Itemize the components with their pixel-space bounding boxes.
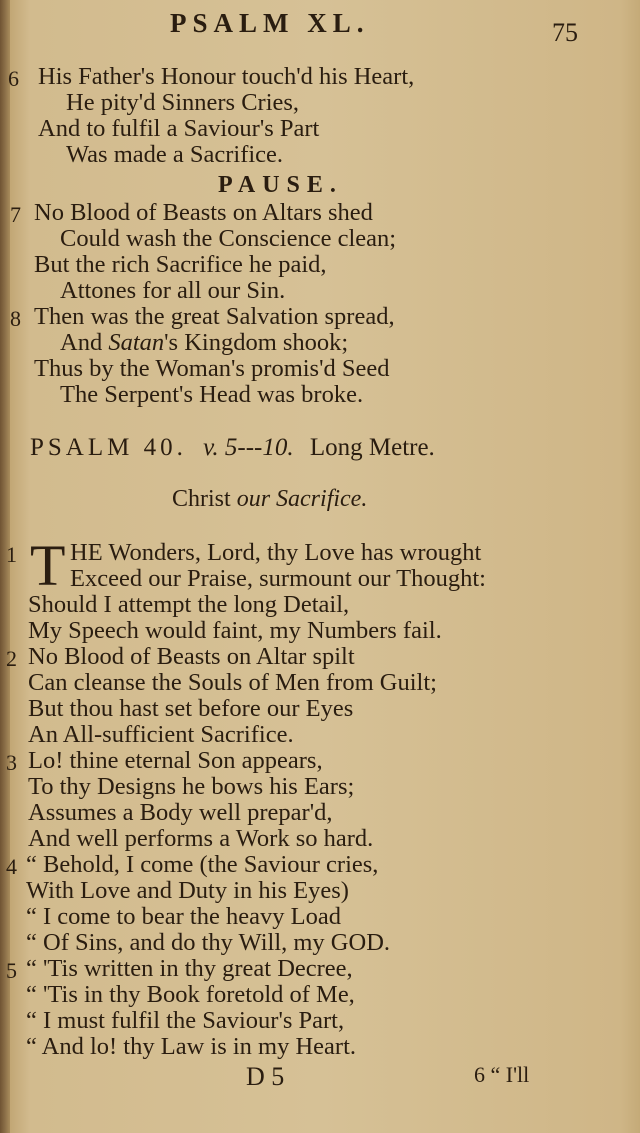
verse-line: Can cleanse the Souls of Men from Guilt; [28,669,437,696]
verse-line: Assumes a Body well prepar'd, [28,799,333,826]
stanza-number: 3 [6,750,17,775]
page-header [0,8,640,48]
stanza-number: 2 [6,646,17,671]
verse-line: His Father's Honour touch'd his Heart, [38,63,415,90]
verse-line [60,330,348,356]
verse-line: He pity'd Sinners Cries, [66,89,300,116]
verse-line: My Speech would faint, my Numbers fail. [28,617,442,644]
drop-cap: T [30,533,66,598]
catchword: 6 “ I'll [474,1062,530,1087]
verse-word: And [60,329,103,356]
verse-line: Thus by the Woman's promis'd Seed [34,355,390,382]
subtitle-italic: our Sacrifice. [236,486,368,512]
stanza-number: 4 [6,854,17,879]
stanza-number: 5 [6,958,17,983]
verse-line: But the rich Sacrifice he paid, [34,251,327,278]
page-number: 75 [552,18,578,47]
subtitle-roman: Christ [172,486,231,512]
stanza-number: 7 [10,202,21,227]
verse-line: To thy Designs he bows his Ears; [28,773,355,800]
verse-line: Lo! thine eternal Son appears, [28,747,323,774]
verse-line: “ 'Tis in thy Book foretold of Me, [26,981,355,1008]
psalm-metre: Long Metre. [309,434,435,461]
verse-line: Was made a Sacrifice. [66,141,284,168]
verse-line: But thou hast set before our Eyes [28,695,354,722]
verse-line: Exceed our Praise, surmount our Thought: [70,565,486,592]
verse-line: Then was the great Salvation spread, [34,303,395,330]
verse-line: The Serpent's Head was broke. [60,381,364,408]
psalm-subtitle [172,486,367,513]
verse-line: An All-sufficient Sacrifice. [28,721,294,748]
verse-word: 's Kingdom shook; [164,329,349,356]
verse-line: Could wash the Conscience clean; [60,225,397,252]
stanza-number: 8 [10,306,21,331]
psalm-verses: v. 5---10. [203,434,294,461]
verse-line: And to fulfil a Saviour's Part [38,115,320,142]
verse-line: “ I come to bear the heavy Load [26,903,341,930]
psalm-label: PSALM 40. [30,434,187,461]
verse-line: Attones for all our Sin. [60,277,286,304]
signature-mark: D 5 [246,1062,285,1091]
psalm-heading [30,434,435,462]
stanza-number: 1 [6,542,17,567]
verse-line: No Blood of Beasts on Altars shed [34,199,373,226]
verse-line: With Love and Duty in his Eyes) [26,877,349,904]
verse-line: Should I attempt the long Detail, [28,591,350,618]
stanza-number: 6 [8,66,19,91]
verse-line: “ Of Sins, and do thy Will, my GOD. [26,929,391,956]
verse-line: And well performs a Work so hard. [28,825,374,852]
verse-name-satan: Satan [108,329,165,356]
verse-line: “ Behold, I come (the Saviour cries, [26,851,379,878]
running-head: PSALM XL. [170,8,370,38]
pause-heading: PAUSE. [218,172,343,198]
verse-line: “ I must fulfil the Saviour's Part, [26,1007,345,1034]
verse-line: HE Wonders, Lord, thy Love has wrought [70,539,482,566]
verse-line: No Blood of Beasts on Altar spilt [28,643,355,670]
verse-line: “ 'Tis written in thy great Decree, [26,955,353,982]
verse-line: “ And lo! thy Law is in my Heart. [26,1033,357,1060]
